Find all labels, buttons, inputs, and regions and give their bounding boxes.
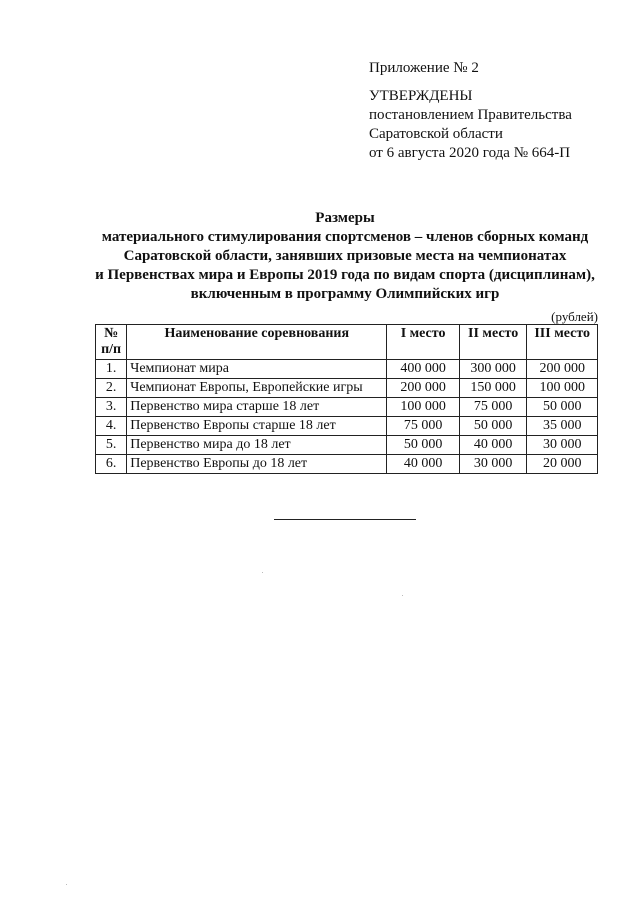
row-number: 2. [96, 379, 127, 398]
approval-line-1: постановлением Правительства [369, 107, 572, 123]
place-3-amount: 50 000 [527, 398, 598, 417]
place-1-amount: 400 000 [387, 360, 460, 379]
place-1-amount: 100 000 [387, 398, 460, 417]
place-2-amount: 30 000 [459, 455, 527, 474]
row-number: 1. [96, 360, 127, 379]
closing-separator-line [274, 519, 416, 520]
awards-table [95, 324, 598, 474]
table-row [96, 379, 598, 398]
row-number: 3. [96, 398, 127, 417]
annex-label: Приложение № 2 [369, 60, 479, 76]
competition-name: Первенство мира до 18 лет [127, 436, 387, 455]
table-header-row [96, 325, 598, 360]
table-row [96, 398, 598, 417]
approval-line-2: Саратовской области [369, 126, 503, 142]
place-1-amount: 200 000 [387, 379, 460, 398]
competition-name: Первенство Европы до 18 лет [127, 455, 387, 474]
place-2-amount: 150 000 [459, 379, 527, 398]
header-place-3: III место [527, 325, 598, 360]
place-2-amount: 40 000 [459, 436, 527, 455]
place-3-amount: 30 000 [527, 436, 598, 455]
place-3-amount: 20 000 [527, 455, 598, 474]
approved-label: УТВЕРЖДЕНЫ [369, 88, 473, 104]
table-row [96, 360, 598, 379]
document-heading [80, 209, 610, 304]
row-number: 5. [96, 436, 127, 455]
row-number: 4. [96, 417, 127, 436]
header-place-2: II место [459, 325, 527, 360]
table-row [96, 455, 598, 474]
approval-block [369, 59, 629, 163]
competition-name: Чемпионат Европы, Европейские игры [127, 379, 387, 398]
heading-line-2: Саратовской области, занявших призовые места на чемпионатах [123, 248, 567, 264]
scan-speck [262, 572, 263, 573]
row-number: 6. [96, 455, 127, 474]
place-3-amount: 200 000 [527, 360, 598, 379]
competition-name: Чемпионат мира [127, 360, 387, 379]
approval-line-3: от 6 августа 2020 года № 664-П [369, 145, 571, 161]
place-1-amount: 40 000 [387, 455, 460, 474]
scan-speck [66, 884, 67, 885]
currency-unit-note: (рублей) [551, 309, 598, 324]
place-2-amount: 300 000 [459, 360, 527, 379]
place-2-amount: 75 000 [459, 398, 527, 417]
competition-name: Первенство мира старше 18 лет [127, 398, 387, 417]
header-place-1: I место [387, 325, 460, 360]
scan-speck [402, 595, 403, 596]
header-competition-name: Наименование соревнования [127, 325, 387, 360]
header-number [96, 325, 127, 360]
header-number-line-1: № [104, 326, 119, 341]
heading-line-1: материального стимулирования спортсменов – членов сборных команд [101, 229, 589, 245]
heading-line-3: и Первенствах мира и Европы 2019 года по видам спорта (дисциплинам), [95, 267, 595, 283]
table-row [96, 436, 598, 455]
place-2-amount: 50 000 [459, 417, 527, 436]
heading-title: Размеры [315, 210, 375, 226]
heading-line-4: включенным в программу Олимпийских игр [190, 286, 500, 302]
place-3-amount: 100 000 [527, 379, 598, 398]
place-1-amount: 50 000 [387, 436, 460, 455]
table-row [96, 417, 598, 436]
place-3-amount: 35 000 [527, 417, 598, 436]
place-1-amount: 75 000 [387, 417, 460, 436]
competition-name: Первенство Европы старше 18 лет [127, 417, 387, 436]
header-number-line-2: п/п [101, 342, 122, 357]
